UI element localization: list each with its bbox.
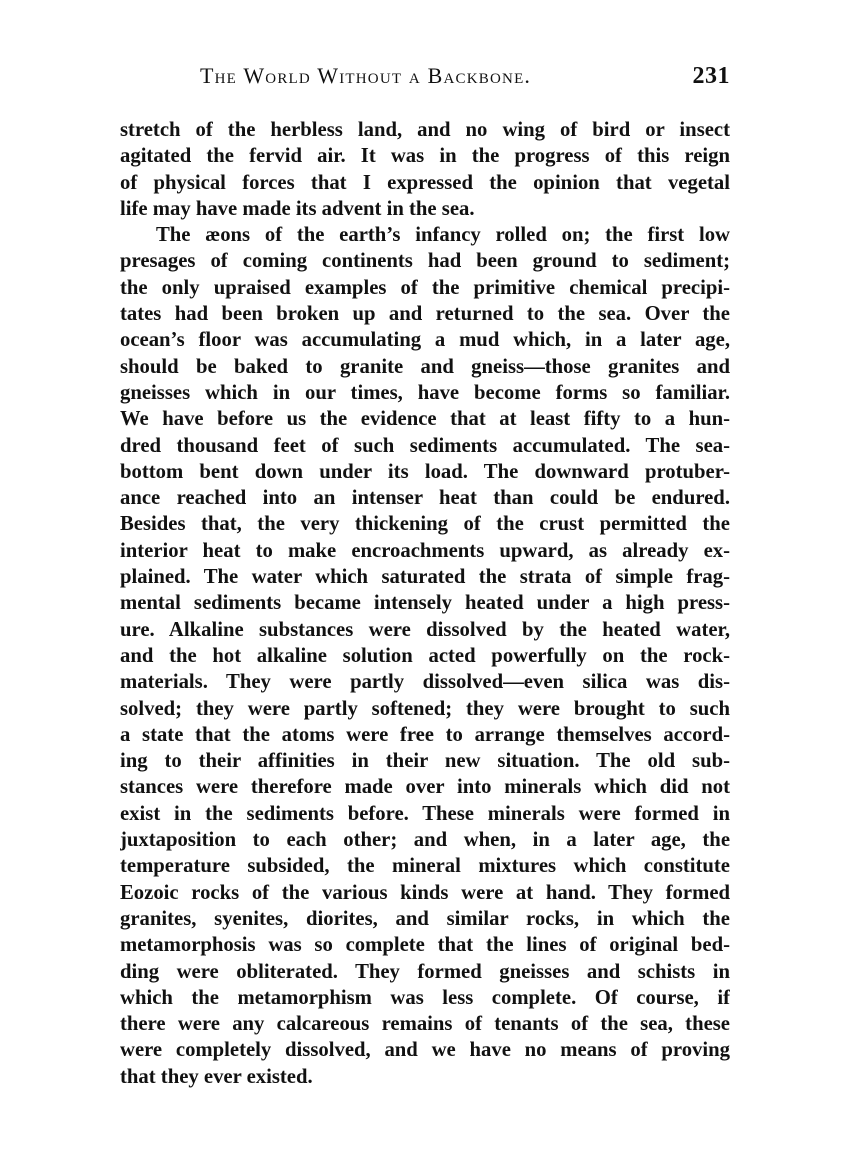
page-number: 231 — [692, 63, 730, 89]
text-line: there were any calcareous remains of tenants of the sea, these — [120, 1013, 730, 1036]
paragraph-end-line: that they ever existed. — [120, 1065, 313, 1088]
text-line: bottom bent down under its load. The downward protuber- — [120, 460, 730, 483]
text-line: gneisses which in our times, have become forms so familiar. — [120, 381, 730, 404]
text-line: ing to their affinities in their new situation. The old sub- — [120, 750, 730, 773]
text-line: ure. Alkaline substances were dissolved by the heated water, — [120, 618, 730, 641]
text-line: ding were obliterated. They formed gneisses and schists in — [120, 960, 730, 983]
text-line: mental sediments became intensely heated under a high press- — [120, 592, 730, 615]
paragraph-end-line: life may have made its advent in the sea. — [120, 197, 475, 220]
text-line: plained. The water which saturated the strata of simple frag- — [120, 566, 730, 589]
text-line: exist in the sediments before. These minerals were formed in — [120, 802, 730, 825]
text-line: were completely dissolved, and we have no means of proving — [120, 1039, 730, 1062]
text-line: tates had been broken up and returned to the sea. Over the — [120, 303, 730, 326]
running-head — [200, 60, 730, 102]
text-line: We have before us the evidence that at least fifty to a hun- — [120, 408, 730, 431]
text-line: which the metamorphism was less complete. Of course, if — [120, 986, 730, 1009]
text-line: interior heat to make encroachments upward, as already ex- — [120, 539, 730, 562]
text-line: Eozoic rocks of the various kinds were at hand. They formed — [120, 881, 730, 904]
body-text — [120, 117, 730, 1090]
text-line: temperature subsided, the mineral mixtures which constitute — [120, 855, 730, 878]
text-line: agitated the fervid air. It was in the progress of this reign — [120, 145, 730, 168]
text-line: and the hot alkaline solution acted powerfully on the rock- — [120, 644, 730, 667]
book-page — [120, 60, 730, 1100]
text-line: materials. They were partly dissolved—even silica was dis- — [120, 671, 730, 694]
text-line: presages of coming continents had been ground to sediment; — [120, 250, 730, 273]
text-line: a state that the atoms were free to arrange themselves accord- — [120, 723, 730, 746]
text-line: should be baked to granite and gneiss—those granites and — [120, 355, 730, 378]
text-line: solved; they were partly softened; they were brought to such — [120, 697, 730, 720]
text-line: of physical forces that I expressed the opinion that vegetal — [120, 171, 730, 194]
running-title: The World Without a Backbone. — [200, 63, 532, 88]
text-line: dred thousand feet of such sediments accumulated. The sea- — [120, 434, 730, 457]
text-line: metamorphosis was so complete that the lines of original bed- — [120, 934, 730, 957]
text-line: stances were therefore made over into minerals which did not — [120, 776, 730, 799]
text-line: the only upraised examples of the primitive chemical precipi- — [120, 276, 730, 299]
paragraph-first-line: The æons of the earth’s infancy rolled on; the first low — [156, 224, 730, 247]
text-line: juxtaposition to each other; and when, in a later age, the — [120, 829, 730, 852]
text-line: stretch of the herbless land, and no wing of bird or insect — [120, 119, 730, 141]
text-line: granites, syenites, diorites, and similar rocks, in which the — [120, 907, 730, 930]
text-line: ocean’s floor was accumulating a mud which, in a later age, — [120, 329, 730, 352]
text-line: Besides that, the very thickening of the crust permitted the — [120, 513, 730, 536]
text-line: ance reached into an intenser heat than could be endured. — [120, 487, 730, 510]
